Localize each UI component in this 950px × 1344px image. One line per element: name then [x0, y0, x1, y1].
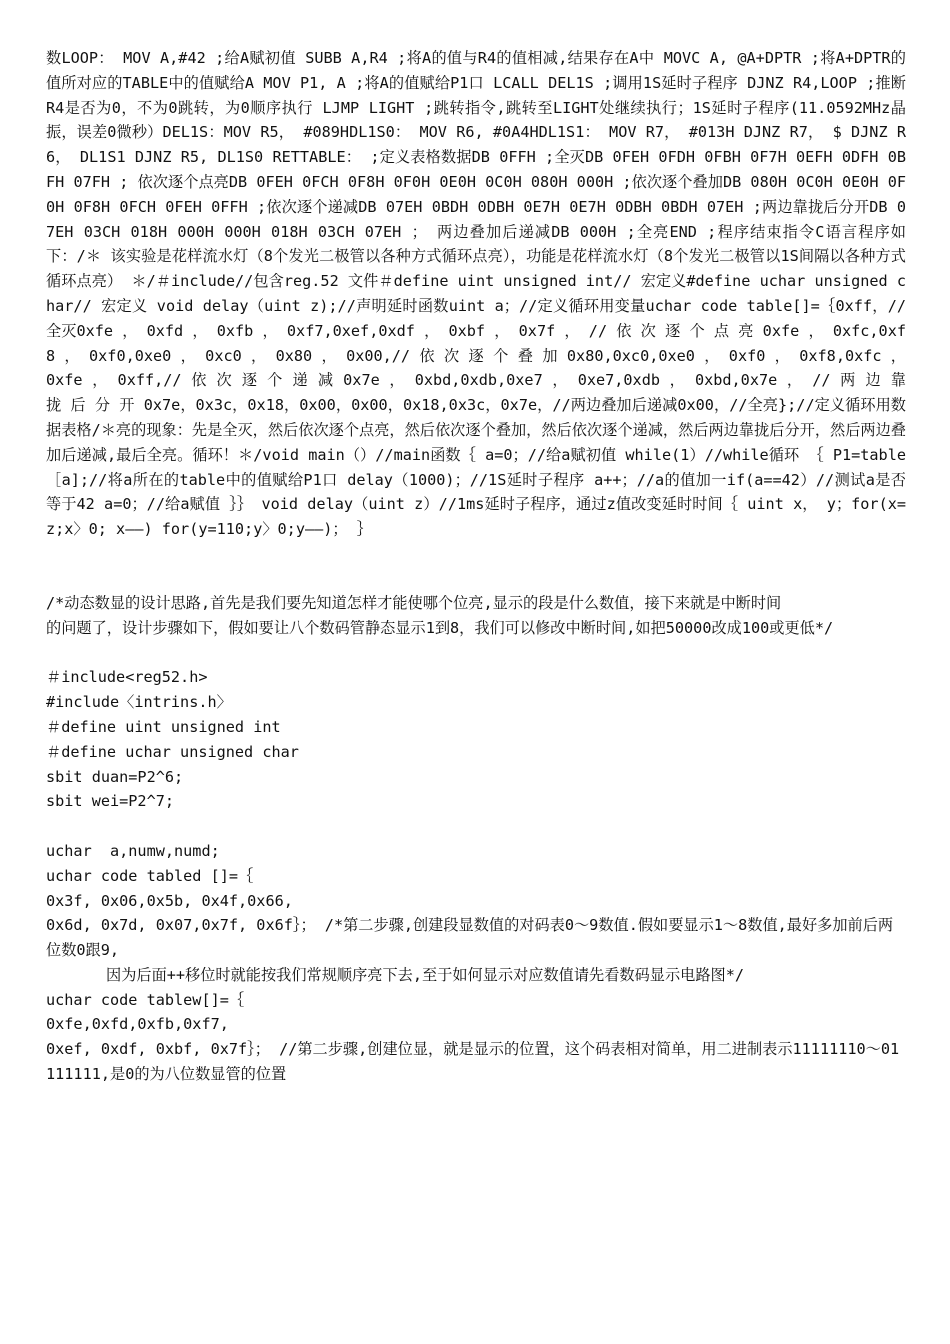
code-tabled-row-1: 0x3f, 0x06,0x5b, 0x4f,0x66,	[46, 891, 293, 910]
code-tablew-row-2: 0xef, 0xdf, 0xbf, 0x7f｝； //第二步骤,创建位显，就是显示的位置，这个码表相对简单，用二进制表示11111110～01111111,是0的为八位数显管的位置	[46, 1040, 900, 1084]
design-comment-line-1: /*动态数显的设计思路,首先是我们要先知道怎样才能使哪个位亮,显示的段是什么数值，接下来就是中断时间	[46, 593, 782, 612]
spacer	[46, 641, 906, 666]
code-sbit-wei: sbit wei=P2^7;	[46, 792, 175, 811]
code-define-uint: ＃define uint unsigned int	[46, 717, 281, 736]
code-include-intrins: #include〈intrins.h〉	[46, 693, 232, 712]
code-tabled-row-2: 0x6d, 0x7d, 0x07,0x7f, 0x6f｝； /*第二步骤,创建段显数值的对码表0～9数值.假如要显示1～8数值,最好多加前后两位数0跟9,	[46, 916, 894, 960]
spacer	[46, 542, 906, 591]
code-tablew-row-1: 0xfe,0xfd,0xfb,0xf7,	[46, 1015, 229, 1034]
code-tabled-note: 因为后面++移位时就能按我们常规顺序亮下去,至于如何显示对应数值请先看数码显示电路图*/	[106, 965, 745, 984]
code-sbit-duan: sbit duan=P2^6;	[46, 767, 184, 786]
code-include-reg52: ＃include<reg52.h>	[46, 668, 208, 687]
spacer	[46, 814, 906, 839]
document-page	[46, 46, 906, 1087]
code-tablew-declaration: uchar code tablew[]=｛	[46, 990, 245, 1009]
design-comment-line-2: 的问题了，设计步骤如下，假如要让八个数码管静态显示1到8，我们可以修改中断时间,如把50000改成100或更低*/	[46, 618, 834, 637]
code-tabled-declaration: uchar code tabled []=｛	[46, 866, 254, 885]
code-define-uchar: ＃define uchar unsigned char	[46, 742, 299, 761]
assembly-and-c-program-paragraph: 数LOOP： MOV A,#42 ;给A赋初值 SUBB A,R4 ;将A的值与R4的值相减,结果存在A中 MOVC A, @A+DPTR ;将A+DPTR的值所对应的TABLE中的值赋给A MOV P1, A ;将A的值赋给P1口 LCALL DEL1S ;调用1S延时子程序 DJNZ R4,LOOP ;推断R4是否为0，不为0跳转，为0顺序执行 LJMP LIGHT ;跳转指令,跳转至LIGHT处继续执行；1S延时子程序(11.0592MHz晶振，误差0微秒）DEL1S：MOV R5， #089HDL1S0： MOV R6, #0A4HDL1S1： MOV R7， #013H DJNZ R7， $ DJNZ R6， DL1S1 DJNZ R5, DL1S0 RETTABLE： ;定义表格数据DB 0FFH ;全灭DB 0FEH 0FDH 0FBH 0F7H 0EFH 0DFH 0BFH 07FH ; 依次逐个点亮DB 0FEH 0FCH 0F8H 0F0H 0E0H 0C0H 080H 000H ;依次逐个叠加DB 080H 0C0H 0E0H 0F0H 0F8H 0FCH 0FEH 0FFH ;依次逐个递减DB 07EH 0BDH 0DBH 0E7H 0E7H 0DBH 0BDH 07EH ;两边靠拢后分开DB 07EH 03CH 018H 000H 000H 018H 03CH 07EH ； 两边叠加后递减DB 000H ;全亮END ;程序结束指令C语言程序如下：/＊ 该实验是花样流水灯（8个发光二极管以各种方式循环点亮），功能是花样流水灯（8个发光二极管以1S间隔以各种方式循环点亮） ＊/＃include//包含reg.52 文件＃define uint unsigned int// 宏定义#define uchar unsigned char// 宏定义 void delay（uint z);//声明延时函数uint a；//定义循环用变量uchar code table[]=｛0xff，//全灭0xfe ， 0xfd ， 0xfb ， 0xf7,0xef,0xdf ， 0xbf ， 0x7f ， // 依 次 逐 个 点 亮 0xfe ， 0xfc,0xf8 ， 0xf0,0xe0 ， 0xc0 ， 0x80 ， 0x00,// 依 次 逐 个 叠 加 0x80,0xc0,0xe0 ， 0xf0 ， 0xf8,0xfc ， 0xfe ， 0xff,// 依 次 逐 个 递 减 0x7e ， 0xbd,0xdb,0xe7 ， 0xe7,0xdb ， 0xbd,0x7e ， // 两 边 靠 拢 后 分 开 0x7e，0x3c，0x18，0x00，0x00，0x18,0x3c，0x7e，//两边叠加后递减0x00，//全亮};//定义循环用数据表格/＊亮的现象：先是全灭，然后依次逐个点亮，然后依次逐个叠加，然后依次逐个递减，然后两边靠拢后分开，然后两边叠加后递减,最后全亮。循环！＊/void main（）//main函数｛ a=0；//给a赋初值 while(1）//while循环 ｛ P1=table［a];//将a所在的table中的值赋给P1口 delay（1000)；//1S延时子程序 a++；//a的值加一if(a==42）//测试a是否等于42 a=0；//给a赋值 ｝｝ void delay（uint z）//1ms延时子程序，通过z值改变延时时间｛ uint x， y；for(x=z;x〉0; x——) for(y=110;y〉0;y——)； ｝	[46, 49, 906, 539]
code-variable-declaration: uchar a,numw,numd;	[46, 841, 220, 860]
